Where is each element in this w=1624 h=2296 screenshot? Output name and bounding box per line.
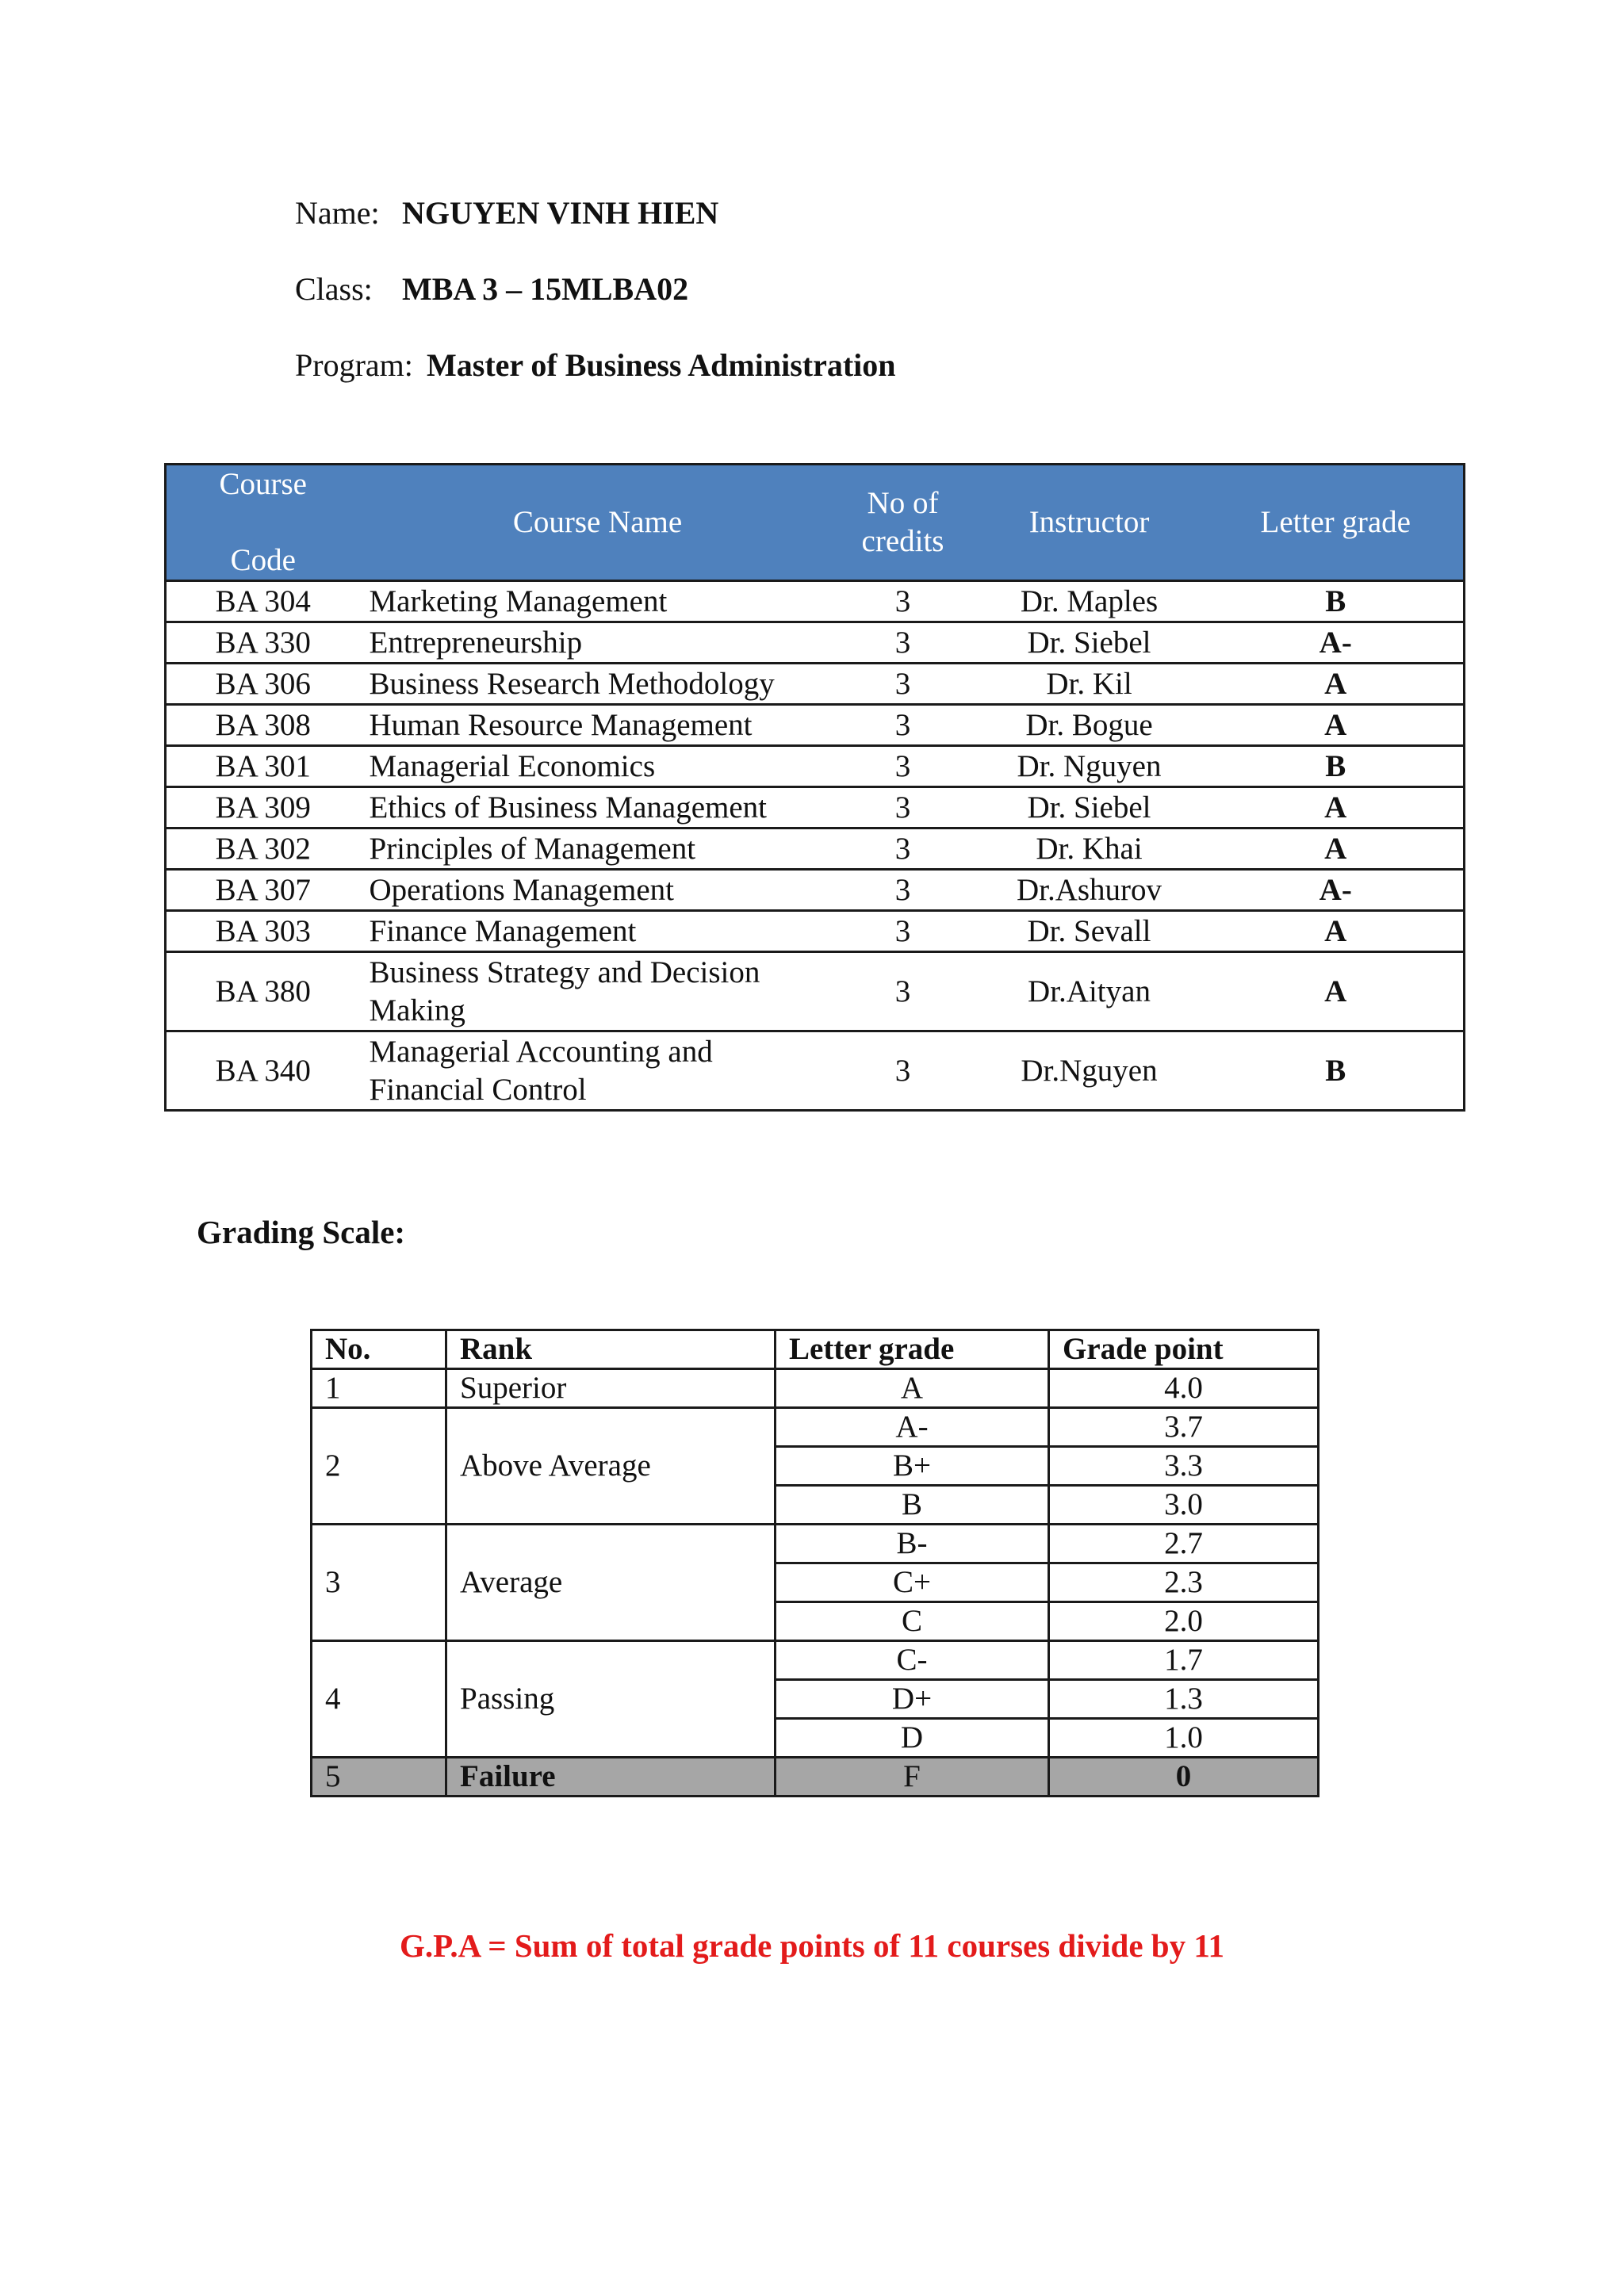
course-table-body bbox=[166, 581, 1465, 1111]
scale-row bbox=[312, 1758, 1319, 1797]
course-grade: A bbox=[1208, 787, 1465, 828]
course-grade: A- bbox=[1208, 870, 1465, 911]
course-name: Finance Management bbox=[360, 911, 836, 952]
course-grade: A bbox=[1208, 705, 1465, 746]
course-name: Entrepreneurship bbox=[360, 622, 836, 664]
course-instructor: Dr. Nguyen bbox=[971, 746, 1208, 787]
course-name: Managerial Economics bbox=[360, 746, 836, 787]
course-grade: B bbox=[1208, 746, 1465, 787]
course-credits: 3 bbox=[836, 828, 971, 870]
scale-point: 3.0 bbox=[1049, 1486, 1319, 1525]
course-code: BA 308 bbox=[166, 705, 360, 746]
header-course-code bbox=[166, 465, 360, 581]
course-name: Ethics of Business Management bbox=[360, 787, 836, 828]
course-table-header bbox=[166, 465, 1465, 581]
scale-header-point: Grade point bbox=[1049, 1330, 1319, 1369]
course-name: Business Research Methodology bbox=[360, 664, 836, 705]
course-row bbox=[166, 581, 1465, 622]
scale-point: 1.7 bbox=[1049, 1641, 1319, 1680]
course-grade: A bbox=[1208, 664, 1465, 705]
header-instructor: Instructor bbox=[971, 465, 1208, 581]
course-code: BA 303 bbox=[166, 911, 360, 952]
scale-header bbox=[312, 1330, 1319, 1369]
scale-letter: B+ bbox=[776, 1447, 1049, 1486]
course-grade: A bbox=[1208, 911, 1465, 952]
grading-scale-table bbox=[310, 1329, 1320, 1797]
gpa-formula-note: G.P.A = Sum of total grade points of 11 courses divide by 11 bbox=[399, 1927, 1225, 1964]
course-instructor: Dr. Khai bbox=[971, 828, 1208, 870]
course-row bbox=[166, 787, 1465, 828]
scale-no: 4 bbox=[312, 1641, 446, 1758]
course-row bbox=[166, 622, 1465, 664]
course-credits: 3 bbox=[836, 622, 971, 664]
scale-row bbox=[312, 1408, 1319, 1447]
header-credits bbox=[836, 465, 971, 581]
course-credits: 3 bbox=[836, 911, 971, 952]
course-credits: 3 bbox=[836, 746, 971, 787]
course-credits: 3 bbox=[836, 952, 971, 1031]
course-grade: A bbox=[1208, 952, 1465, 1031]
scale-point: 4.0 bbox=[1049, 1369, 1319, 1408]
scale-letter: C- bbox=[776, 1641, 1049, 1680]
course-instructor: Dr. Kil bbox=[971, 664, 1208, 705]
course-credits: 3 bbox=[836, 870, 971, 911]
student-class: MBA 3 – 15MLBA02 bbox=[402, 271, 689, 307]
course-name: Business Strategy and Decision Making bbox=[360, 952, 836, 1031]
student-name: NGUYEN VINH HIEN bbox=[402, 195, 719, 231]
course-credits: 3 bbox=[836, 1031, 971, 1111]
scale-letter: F bbox=[776, 1758, 1049, 1797]
course-code: BA 307 bbox=[166, 870, 360, 911]
grading-scale-title: Grading Scale: bbox=[197, 1214, 406, 1250]
scale-header-letter: Letter grade bbox=[776, 1330, 1049, 1369]
name-label: Name: bbox=[295, 195, 380, 231]
grading-scale-body bbox=[312, 1369, 1319, 1797]
student-program: Master of Business Administration bbox=[427, 347, 896, 383]
course-row bbox=[166, 705, 1465, 746]
scale-header-rank: Rank bbox=[446, 1330, 776, 1369]
course-code: BA 302 bbox=[166, 828, 360, 870]
header-letter-grade: Letter grade bbox=[1208, 465, 1465, 581]
course-row bbox=[166, 664, 1465, 705]
course-credits: 3 bbox=[836, 705, 971, 746]
header-credits-line2: credits bbox=[861, 524, 944, 558]
scale-point: 2.7 bbox=[1049, 1525, 1319, 1563]
scale-row bbox=[312, 1641, 1319, 1680]
scale-point: 3.7 bbox=[1049, 1408, 1319, 1447]
student-name-line bbox=[295, 193, 718, 233]
scale-letter: B- bbox=[776, 1525, 1049, 1563]
scale-rank: Above Average bbox=[446, 1408, 776, 1525]
course-grade: A- bbox=[1208, 622, 1465, 664]
course-grade: A bbox=[1208, 828, 1465, 870]
header-code-bottom: Code bbox=[230, 543, 296, 577]
scale-no: 1 bbox=[312, 1369, 446, 1408]
scale-no: 5 bbox=[312, 1758, 446, 1797]
scale-no: 2 bbox=[312, 1408, 446, 1525]
course-name: Principles of Management bbox=[360, 828, 836, 870]
scale-rank: Average bbox=[446, 1525, 776, 1641]
course-name: Operations Management bbox=[360, 870, 836, 911]
course-code: BA 304 bbox=[166, 581, 360, 622]
course-row bbox=[166, 746, 1465, 787]
course-grade: B bbox=[1208, 581, 1465, 622]
course-code: BA 330 bbox=[166, 622, 360, 664]
course-code: BA 306 bbox=[166, 664, 360, 705]
class-label: Class: bbox=[295, 271, 373, 307]
course-name: Marketing Management bbox=[360, 581, 836, 622]
course-instructor: Dr. Maples bbox=[971, 581, 1208, 622]
course-instructor: Dr. Sevall bbox=[971, 911, 1208, 952]
course-name: Managerial Accounting and Financial Control bbox=[360, 1031, 836, 1111]
course-instructor: Dr.Ashurov bbox=[971, 870, 1208, 911]
course-row bbox=[166, 828, 1465, 870]
scale-letter: C bbox=[776, 1602, 1049, 1641]
student-program-line bbox=[295, 346, 896, 385]
course-row bbox=[166, 911, 1465, 952]
scale-row bbox=[312, 1525, 1319, 1563]
scale-point: 1.0 bbox=[1049, 1719, 1319, 1758]
scale-point: 1.3 bbox=[1049, 1680, 1319, 1719]
course-row bbox=[166, 1031, 1465, 1111]
scale-letter: A- bbox=[776, 1408, 1049, 1447]
scale-rank: Failure bbox=[446, 1758, 776, 1797]
scale-no: 3 bbox=[312, 1525, 446, 1641]
header-code-top: Course bbox=[219, 467, 307, 501]
course-instructor: Dr.Nguyen bbox=[971, 1031, 1208, 1111]
course-code: BA 301 bbox=[166, 746, 360, 787]
scale-row bbox=[312, 1369, 1319, 1408]
course-row bbox=[166, 870, 1465, 911]
scale-header-no: No. bbox=[312, 1330, 446, 1369]
course-credits: 3 bbox=[836, 787, 971, 828]
course-code: BA 340 bbox=[166, 1031, 360, 1111]
course-code: BA 380 bbox=[166, 952, 360, 1031]
scale-letter: B bbox=[776, 1486, 1049, 1525]
scale-point: 0 bbox=[1049, 1758, 1319, 1797]
course-credits: 3 bbox=[836, 581, 971, 622]
scale-letter: C+ bbox=[776, 1563, 1049, 1602]
course-name: Human Resource Management bbox=[360, 705, 836, 746]
scale-point: 3.3 bbox=[1049, 1447, 1319, 1486]
course-instructor: Dr. Siebel bbox=[971, 787, 1208, 828]
program-label: Program: bbox=[295, 347, 413, 383]
course-credits: 3 bbox=[836, 664, 971, 705]
course-instructor: Dr.Aityan bbox=[971, 952, 1208, 1031]
header-course-name: Course Name bbox=[360, 465, 836, 581]
header-credits-line1: No of bbox=[867, 486, 939, 520]
scale-point: 2.3 bbox=[1049, 1563, 1319, 1602]
scale-rank: Superior bbox=[446, 1369, 776, 1408]
scale-letter: D bbox=[776, 1719, 1049, 1758]
scale-letter: D+ bbox=[776, 1680, 1049, 1719]
course-table bbox=[164, 463, 1465, 1112]
course-row bbox=[166, 952, 1465, 1031]
scale-point: 2.0 bbox=[1049, 1602, 1319, 1641]
scale-rank: Passing bbox=[446, 1641, 776, 1758]
course-instructor: Dr. Siebel bbox=[971, 622, 1208, 664]
student-class-line bbox=[295, 270, 688, 309]
course-code: BA 309 bbox=[166, 787, 360, 828]
scale-letter: A bbox=[776, 1369, 1049, 1408]
course-grade: B bbox=[1208, 1031, 1465, 1111]
course-instructor: Dr. Bogue bbox=[971, 705, 1208, 746]
